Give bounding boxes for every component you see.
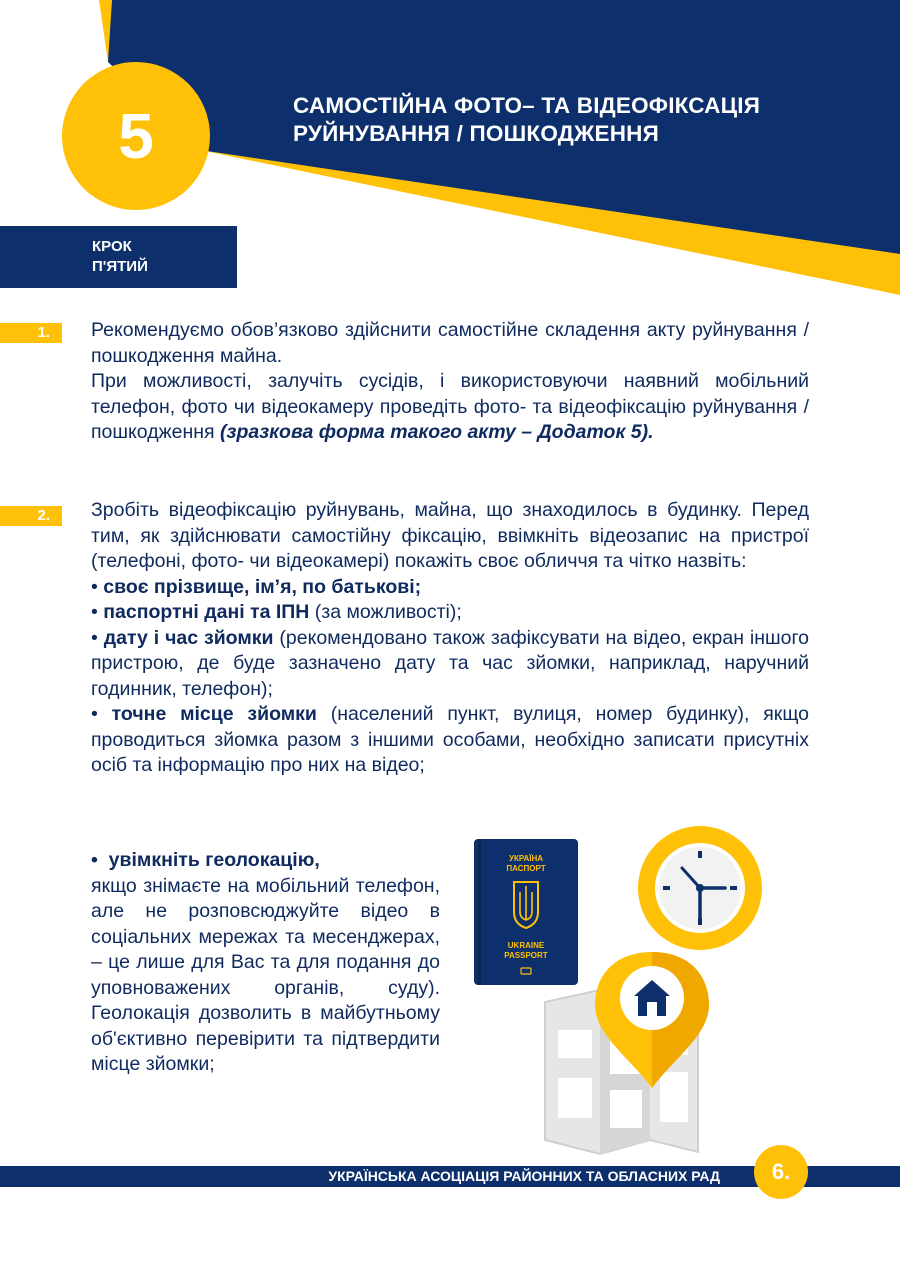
bullet-2-rest: (за можливості); [309,601,462,623]
step-label [0,226,237,288]
item-number-2: 2. [0,506,62,526]
bullet-2: • паспортні дані та ІПН (за можливості); [91,601,462,623]
page-title-line1: САМОСТІЙНА ФОТО– ТА ВІДЕОФІКСАЦІЯ [293,93,761,118]
bullet-3: • дату і час зйомки (рекомендовано також зафіксувати на відео, екран іншого пристрою, де буде зазначено дату та час зйомки, наприклад, наручний годинник, телефон); [91,626,810,700]
item-1-text [91,318,809,446]
item-1-paragraph-2-text: При можливості, залучіть сусідів, і використовуючи наявний мобільний телефон, фото чи відеокамеру проведіть фото- та відеофіксацію руйнування / пошкодження [91,370,809,443]
geolocation-heading: • увімкніть геолокацію, [91,849,320,871]
bullet-1-bold: своє прізвище, ім’я, по батькові; [103,575,422,598]
bullet-4-rest: (населений пункт, вулиця, номер будинку), якщо проводиться зйомка разом з іншими особами, необхідно записати присутніх осіб та інформацію про них на відео; [91,703,809,776]
appendix-reference: (зразкова форма такого акту – Додаток 5). [220,421,654,443]
bullet-3-bold: дату і час зйомки [103,626,274,649]
geolocation-block [91,848,440,1078]
item-2-text [91,498,809,779]
item-number-1: 1. [0,323,62,343]
bullet-4-bold: точне місце зйомки [111,703,317,725]
bullet-2-bold: паспортні дані та ІПН [103,601,310,623]
page-number-badge [754,1145,808,1199]
passport-bottom-line1: UKRAINE [507,941,545,950]
item-1-paragraph-2 [91,369,809,446]
page-title-line2: РУЙНУВАННЯ / ПОШКОДЖЕННЯ [293,121,659,146]
step-label-line2: П'ЯТИЙ [92,258,148,275]
passport-icon [474,839,578,985]
passport-top-line2: ПАСПОРТ [506,864,546,873]
illustration-group [470,820,770,1160]
footer-organization: УКРАЇНСЬКА АСОЦІАЦІЯ РАЙОННИХ ТА ОБЛАСНИХ РАД [328,1168,720,1184]
item-2-intro: Зробіть відеофіксацію руйнувань, майна, що знаходилось в будинку. Перед тим, як здійснювати самостійну фіксацію, ввімкніть відеозапис на пристрої (телефоні, фото- чи відеокамері) покажіть своє обличчя та чітко назвіть: [91,499,809,572]
item-1-paragraph-1: Рекомендуємо обов’язково здійснити самостійне складення акту руйнування / пошкодження майна. [91,319,809,367]
geolocation-heading-text: увімкніть геолокацію, [108,849,320,871]
passport-top-line1: УКРАЇНА [508,854,544,863]
clock-icon [638,826,762,950]
passport-bottom-line2: PASSPORT [504,951,548,960]
page-number: 6. [771,1159,791,1184]
page-title [293,92,853,148]
step-label-line1: КРОК [92,238,132,255]
bullet-1: • своє прізвище, ім’я, по батькові; [91,575,422,598]
bullet-3-rest: (рекомендовано також зафіксувати на відео, екран іншого пристрою, де буде зазначено дату та час зйомки, наприклад, наручний годинник, телефон); [91,626,810,700]
step-number: 5 [118,100,154,172]
geolocation-text: якщо знімаєте на мобільний телефон, але не розповсюджуйте відео в соціальних мережах та месенджерах, – це лише для Вас та для подання до уповноважених органів, суду). Геолокація дозволить в майбутньому об'єктивно перевірити та підтвердити місце зйомки; [91,874,440,1075]
bullet-4: • точне місце зйомки (населений пункт, вулиця, номер будинку), якщо проводиться зйомка разом з іншими особами, необхідно записати присутніх осіб та інформацію про них на відео; [91,703,809,776]
step-number-badge [62,62,210,210]
